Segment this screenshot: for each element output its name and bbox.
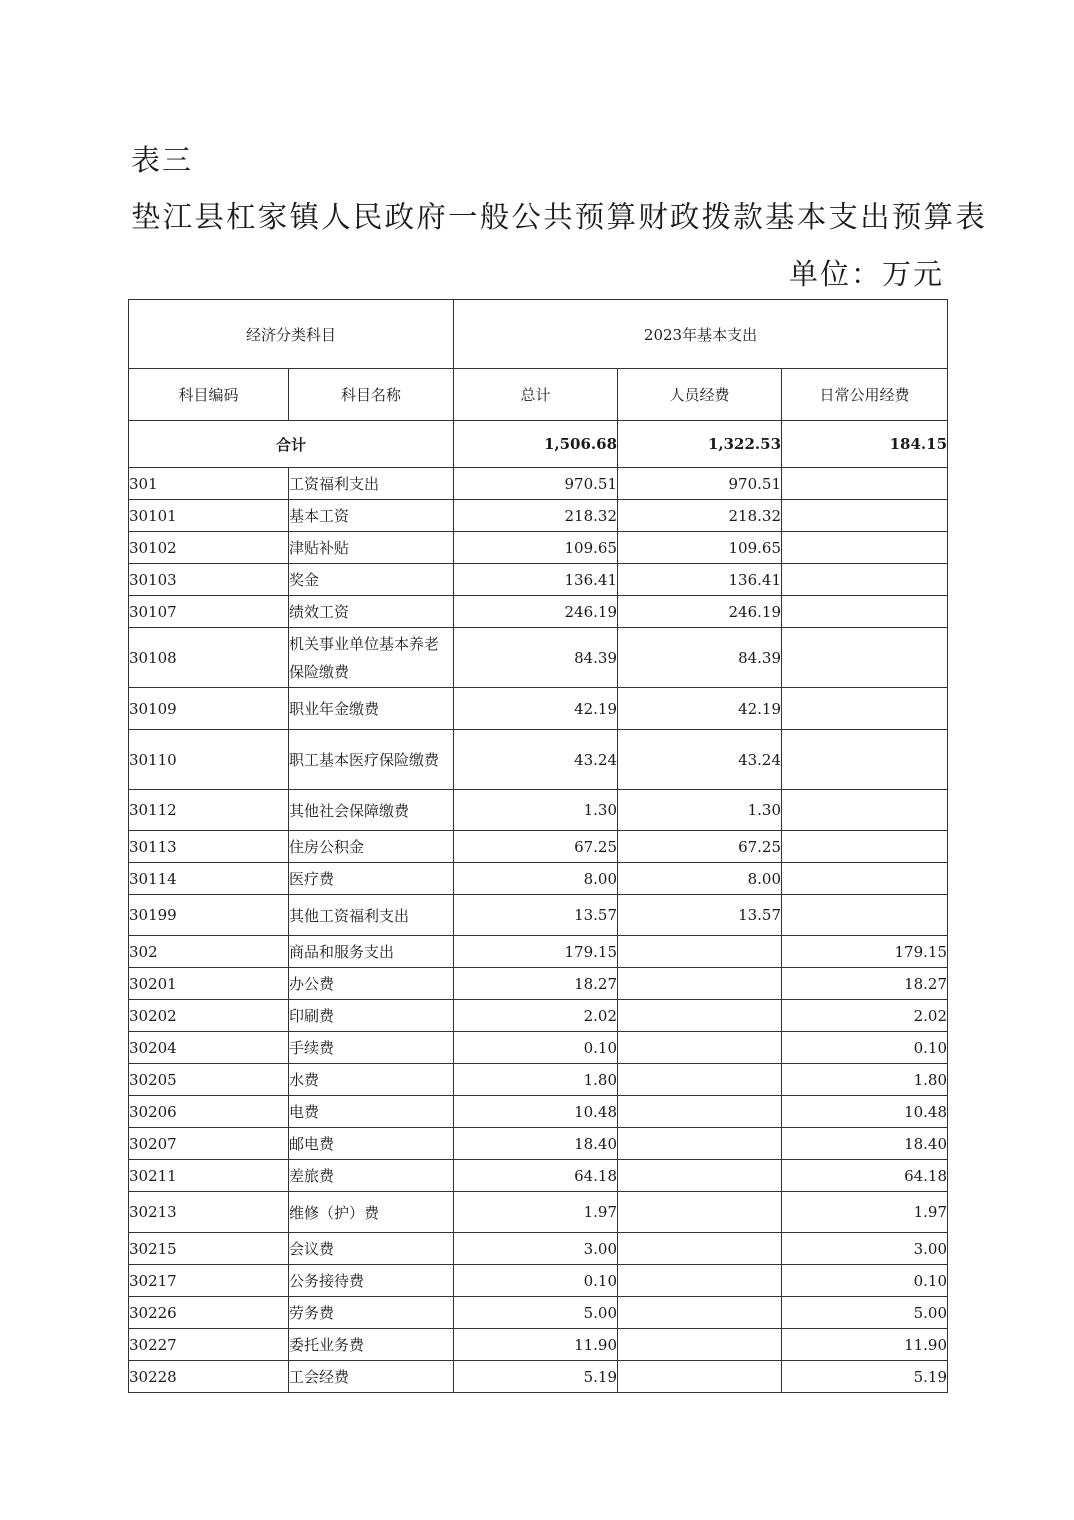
row-public: 5.19	[782, 1361, 948, 1393]
row-name: 绩效工资	[289, 596, 454, 628]
row-code: 30109	[129, 688, 289, 730]
row-personnel: 84.39	[618, 628, 782, 688]
public-column-header: 日常公用经费	[782, 369, 948, 421]
row-code: 30226	[129, 1297, 289, 1329]
row-personnel: 218.32	[618, 500, 782, 532]
table-row	[129, 468, 948, 500]
row-total: 64.18	[454, 1160, 618, 1192]
row-total: 18.40	[454, 1128, 618, 1160]
row-total: 67.25	[454, 831, 618, 863]
row-total: 84.39	[454, 628, 618, 688]
row-public	[782, 468, 948, 500]
row-code: 30207	[129, 1128, 289, 1160]
row-code: 30211	[129, 1160, 289, 1192]
row-code: 30213	[129, 1192, 289, 1233]
row-name: 差旅费	[289, 1160, 454, 1192]
row-personnel: 246.19	[618, 596, 782, 628]
row-total: 218.32	[454, 500, 618, 532]
name-column-header: 科目名称	[289, 369, 454, 421]
row-public	[782, 500, 948, 532]
row-code: 30215	[129, 1233, 289, 1265]
row-public	[782, 895, 948, 936]
table-row	[129, 968, 948, 1000]
row-personnel	[618, 1128, 782, 1160]
row-code: 30204	[129, 1032, 289, 1064]
table-row	[129, 730, 948, 790]
row-personnel	[618, 1160, 782, 1192]
row-public: 5.00	[782, 1297, 948, 1329]
row-personnel: 42.19	[618, 688, 782, 730]
row-total: 8.00	[454, 863, 618, 895]
row-public: 10.48	[782, 1096, 948, 1128]
table-row	[129, 1233, 948, 1265]
row-total: 10.48	[454, 1096, 618, 1128]
row-total: 11.90	[454, 1329, 618, 1361]
row-code: 30103	[129, 564, 289, 596]
row-name: 基本工资	[289, 500, 454, 532]
row-personnel	[618, 968, 782, 1000]
table-row	[129, 1265, 948, 1297]
row-code: 30108	[129, 628, 289, 688]
row-public	[782, 831, 948, 863]
table-row	[129, 1329, 948, 1361]
row-name: 电费	[289, 1096, 454, 1128]
table-row	[129, 1361, 948, 1393]
row-total: 5.00	[454, 1297, 618, 1329]
row-personnel	[618, 1361, 782, 1393]
row-public: 11.90	[782, 1329, 948, 1361]
row-personnel	[618, 1032, 782, 1064]
row-public	[782, 730, 948, 790]
row-name: 维修（护）费	[289, 1192, 454, 1233]
basic-expense-header: 2023年基本支出	[454, 300, 948, 369]
row-name: 商品和服务支出	[289, 936, 454, 968]
row-public	[782, 596, 948, 628]
table-row	[129, 1096, 948, 1128]
row-name: 职业年金缴费	[289, 688, 454, 730]
row-total: 136.41	[454, 564, 618, 596]
row-total: 0.10	[454, 1265, 618, 1297]
row-public	[782, 532, 948, 564]
row-name: 印刷费	[289, 1000, 454, 1032]
table-row	[129, 790, 948, 831]
row-total: 970.51	[454, 468, 618, 500]
row-total: 109.65	[454, 532, 618, 564]
total-row-label: 合计	[129, 421, 454, 468]
row-name: 住房公积金	[289, 831, 454, 863]
table-row	[129, 1000, 948, 1032]
row-name: 邮电费	[289, 1128, 454, 1160]
row-total: 246.19	[454, 596, 618, 628]
row-code: 30201	[129, 968, 289, 1000]
row-code: 30228	[129, 1361, 289, 1393]
row-total: 0.10	[454, 1032, 618, 1064]
row-personnel: 43.24	[618, 730, 782, 790]
row-name: 水费	[289, 1064, 454, 1096]
table-row	[129, 1192, 948, 1233]
row-code: 30227	[129, 1329, 289, 1361]
row-personnel	[618, 1000, 782, 1032]
row-code: 30217	[129, 1265, 289, 1297]
row-name: 机关事业单位基本养老保险缴费	[289, 628, 454, 688]
row-name: 会议费	[289, 1233, 454, 1265]
row-total: 13.57	[454, 895, 618, 936]
row-personnel	[618, 1096, 782, 1128]
group-header-row	[129, 300, 948, 369]
total-row	[129, 421, 948, 468]
table-row	[129, 831, 948, 863]
row-public: 3.00	[782, 1233, 948, 1265]
table-row	[129, 1297, 948, 1329]
row-public: 179.15	[782, 936, 948, 968]
budget-table	[128, 299, 948, 1393]
table-row	[129, 1160, 948, 1192]
row-name: 办公费	[289, 968, 454, 1000]
row-personnel	[618, 936, 782, 968]
table-row	[129, 596, 948, 628]
row-personnel: 1.30	[618, 790, 782, 831]
row-total: 1.30	[454, 790, 618, 831]
row-code: 30199	[129, 895, 289, 936]
personnel-column-header: 人员经费	[618, 369, 782, 421]
row-code: 30112	[129, 790, 289, 831]
economic-class-header: 经济分类科目	[129, 300, 454, 369]
column-header-row	[129, 369, 948, 421]
table-label: 表三	[131, 143, 194, 177]
row-public: 2.02	[782, 1000, 948, 1032]
row-personnel	[618, 1192, 782, 1233]
table-row	[129, 688, 948, 730]
row-personnel	[618, 1064, 782, 1096]
row-code: 30107	[129, 596, 289, 628]
row-public	[782, 790, 948, 831]
total-row-public: 184.15	[782, 421, 948, 468]
total-row-total: 1,506.68	[454, 421, 618, 468]
row-personnel: 109.65	[618, 532, 782, 564]
row-code: 302	[129, 936, 289, 968]
row-code: 30102	[129, 532, 289, 564]
row-code: 301	[129, 468, 289, 500]
row-total: 42.19	[454, 688, 618, 730]
row-personnel: 13.57	[618, 895, 782, 936]
row-total: 43.24	[454, 730, 618, 790]
row-name: 津贴补贴	[289, 532, 454, 564]
row-name: 奖金	[289, 564, 454, 596]
row-name: 工资福利支出	[289, 468, 454, 500]
row-public: 18.40	[782, 1128, 948, 1160]
table-row	[129, 895, 948, 936]
row-total: 1.97	[454, 1192, 618, 1233]
row-total: 5.19	[454, 1361, 618, 1393]
table-row	[129, 500, 948, 532]
row-code: 30206	[129, 1096, 289, 1128]
table-row	[129, 936, 948, 968]
row-total: 1.80	[454, 1064, 618, 1096]
row-name: 职工基本医疗保险缴费	[289, 730, 454, 790]
table-row	[129, 628, 948, 688]
row-name: 其他社会保障缴费	[289, 790, 454, 831]
row-name: 其他工资福利支出	[289, 895, 454, 936]
row-personnel	[618, 1329, 782, 1361]
row-public	[782, 688, 948, 730]
row-public: 18.27	[782, 968, 948, 1000]
table-row	[129, 863, 948, 895]
row-total: 179.15	[454, 936, 618, 968]
row-name: 医疗费	[289, 863, 454, 895]
row-name: 公务接待费	[289, 1265, 454, 1297]
row-code: 30205	[129, 1064, 289, 1096]
row-name: 劳务费	[289, 1297, 454, 1329]
row-public	[782, 863, 948, 895]
row-public: 0.10	[782, 1265, 948, 1297]
row-personnel: 970.51	[618, 468, 782, 500]
row-name: 工会经费	[289, 1361, 454, 1393]
row-name: 手续费	[289, 1032, 454, 1064]
total-column-header: 总计	[454, 369, 618, 421]
row-total: 18.27	[454, 968, 618, 1000]
row-personnel	[618, 1297, 782, 1329]
table-row	[129, 564, 948, 596]
row-public: 64.18	[782, 1160, 948, 1192]
row-name: 委托业务费	[289, 1329, 454, 1361]
table-row	[129, 532, 948, 564]
row-code: 30114	[129, 863, 289, 895]
row-public: 1.97	[782, 1192, 948, 1233]
unit-label: 单位：万元	[788, 257, 944, 291]
row-code: 30101	[129, 500, 289, 532]
total-row-personnel: 1,322.53	[618, 421, 782, 468]
row-code: 30110	[129, 730, 289, 790]
page-title: 垫江县杠家镇人民政府一般公共预算财政拨款基本支出预算表	[131, 200, 987, 234]
table-row	[129, 1032, 948, 1064]
row-public: 0.10	[782, 1032, 948, 1064]
row-total: 2.02	[454, 1000, 618, 1032]
row-personnel: 67.25	[618, 831, 782, 863]
row-personnel: 8.00	[618, 863, 782, 895]
code-column-header: 科目编码	[129, 369, 289, 421]
table-row	[129, 1064, 948, 1096]
row-public	[782, 564, 948, 596]
row-personnel: 136.41	[618, 564, 782, 596]
row-public	[782, 628, 948, 688]
table-row	[129, 1128, 948, 1160]
row-code: 30113	[129, 831, 289, 863]
row-personnel	[618, 1233, 782, 1265]
row-public: 1.80	[782, 1064, 948, 1096]
row-personnel	[618, 1265, 782, 1297]
row-total: 3.00	[454, 1233, 618, 1265]
row-code: 30202	[129, 1000, 289, 1032]
